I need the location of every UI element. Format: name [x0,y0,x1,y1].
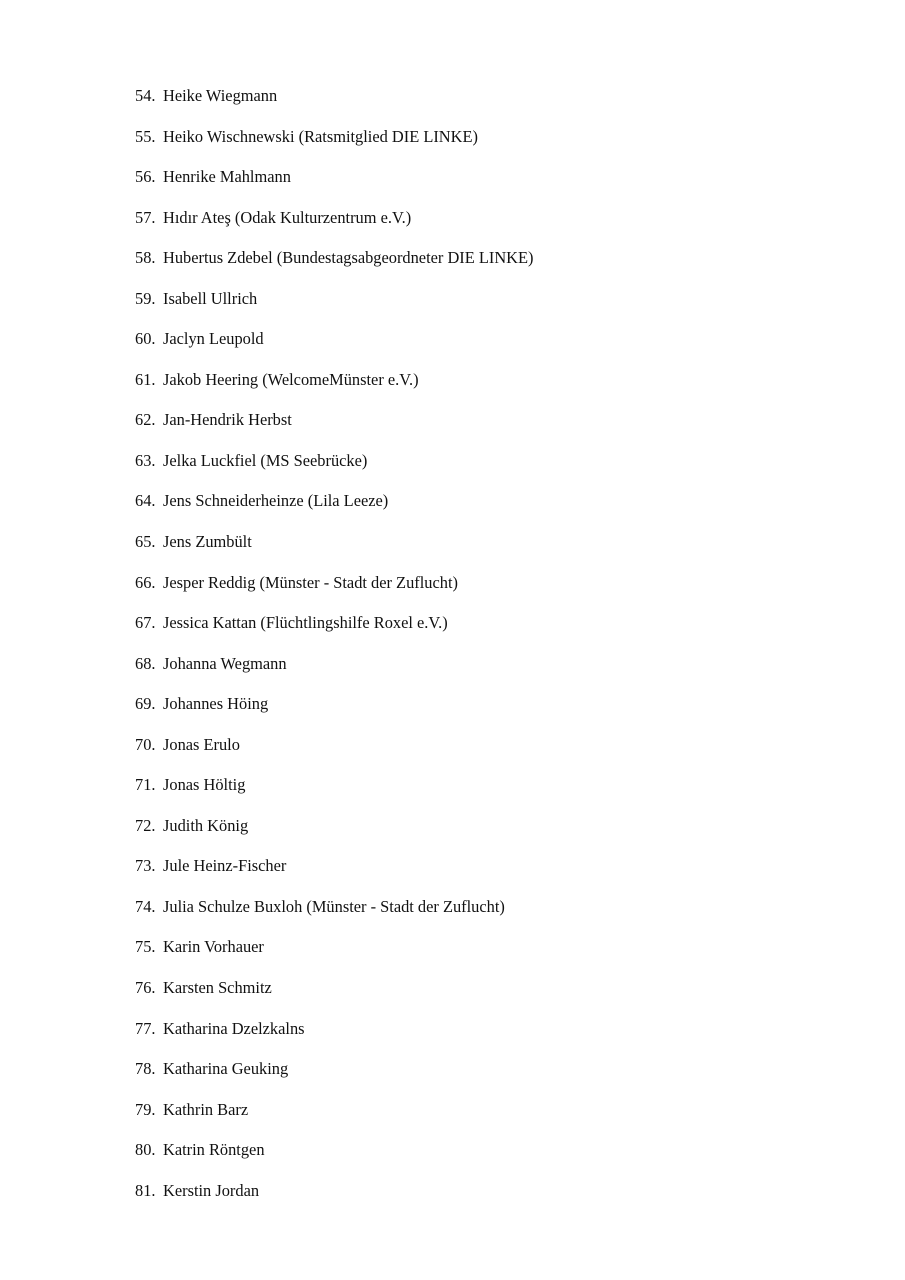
list-item-text: Jakob Heering (WelcomeMünster e.V.) [163,369,419,389]
list-item [135,571,534,612]
list-item [135,165,534,206]
list-item-number: 67. [135,613,156,633]
list-item [135,773,534,814]
list-item [135,287,534,328]
list-item [135,733,534,774]
list-item-text: Isabell Ullrich [163,288,258,308]
list-item-text: Johanna Wegmann [163,653,287,673]
list-item-text: Henrike Mahlmann [163,167,291,187]
list-item [135,854,534,895]
list-item-number: 72. [135,815,156,835]
list-item-number: 69. [135,694,156,714]
list-item-text: Hıdır Ateş (Odak Kulturzentrum e.V.) [163,207,412,227]
list-item-number: 81. [135,1180,156,1200]
list-item-text: Karin Vorhauer [163,937,264,957]
list-item-text: Jan-Hendrik Herbst [163,410,292,430]
list-item [135,692,534,733]
list-item [135,246,534,287]
list-item-number: 62. [135,410,156,430]
list-item [135,530,534,571]
list-item-text: Jelka Luckfiel (MS Seebrücke) [163,450,368,470]
list-item [135,611,534,652]
list-item-number: 61. [135,369,156,389]
list-item-text: Jesper Reddig (Münster - Stadt der Zuflucht) [163,572,458,592]
list-item-number: 63. [135,450,156,470]
list-item [135,449,534,490]
list-item-text: Julia Schulze Buxloh (Münster - Stadt der Zuflucht) [163,896,505,916]
list-item [135,206,534,247]
list-item [135,1179,534,1220]
list-item-number: 76. [135,978,156,998]
signatory-list [135,84,534,1219]
list-item-text: Karsten Schmitz [163,978,272,998]
list-item-text: Katrin Röntgen [163,1140,265,1160]
list-item-text: Jule Heinz-Fischer [163,856,287,876]
list-item [135,125,534,166]
list-item-number: 77. [135,1018,156,1038]
list-item-number: 74. [135,896,156,916]
list-item-number: 58. [135,248,156,268]
list-item [135,489,534,530]
list-item-number: 68. [135,653,156,673]
list-item-text: Jonas Erulo [163,734,240,754]
list-item-text: Jens Schneiderheinze (Lila Leeze) [163,491,389,511]
list-item-number: 73. [135,856,156,876]
list-item-text: Heike Wiegmann [163,86,278,105]
list-item-text: Katharina Geuking [163,1059,289,1079]
list-item [135,652,534,693]
list-item-number: 54. [135,86,156,105]
list-item-number: 57. [135,207,156,227]
list-item [135,814,534,855]
list-item-number: 59. [135,288,156,308]
list-item-text: Jens Zumbült [163,532,252,552]
list-item-text: Katharina Dzelzkalns [163,1018,305,1038]
list-item-number: 66. [135,572,156,592]
list-item-text: Kathrin Barz [163,1099,249,1119]
list-item-number: 80. [135,1140,156,1160]
list-item-number: 55. [135,126,156,146]
list-item-number: 65. [135,532,156,552]
list-item [135,976,534,1017]
list-item-text: Jaclyn Leupold [163,329,264,349]
list-item [135,327,534,368]
list-item-text: Heiko Wischnewski (Ratsmitglied DIE LINKE) [163,126,478,146]
list-item-number: 71. [135,775,156,795]
list-item [135,1098,534,1139]
list-item [135,1017,534,1058]
list-item [135,408,534,449]
list-item [135,935,534,976]
list-item [135,84,534,125]
list-item-text: Hubertus Zdebel (Bundestagsabgeordneter DIE LINKE) [163,248,534,268]
list-item-number: 79. [135,1099,156,1119]
list-item-number: 56. [135,167,156,187]
list-item [135,895,534,936]
list-item [135,1138,534,1179]
list-item-number: 70. [135,734,156,754]
list-item-text: Johannes Höing [163,694,269,714]
list-item-number: 60. [135,329,156,349]
list-item [135,1057,534,1098]
list-item-number: 78. [135,1059,156,1079]
list-item-number: 64. [135,491,156,511]
list-item-number: 75. [135,937,156,957]
list-item-text: Jonas Höltig [163,775,246,795]
list-item-text: Judith König [163,815,249,835]
list-item-text: Kerstin Jordan [163,1180,260,1200]
list-item [135,368,534,409]
list-item-text: Jessica Kattan (Flüchtlingshilfe Roxel e.V.) [163,613,448,633]
